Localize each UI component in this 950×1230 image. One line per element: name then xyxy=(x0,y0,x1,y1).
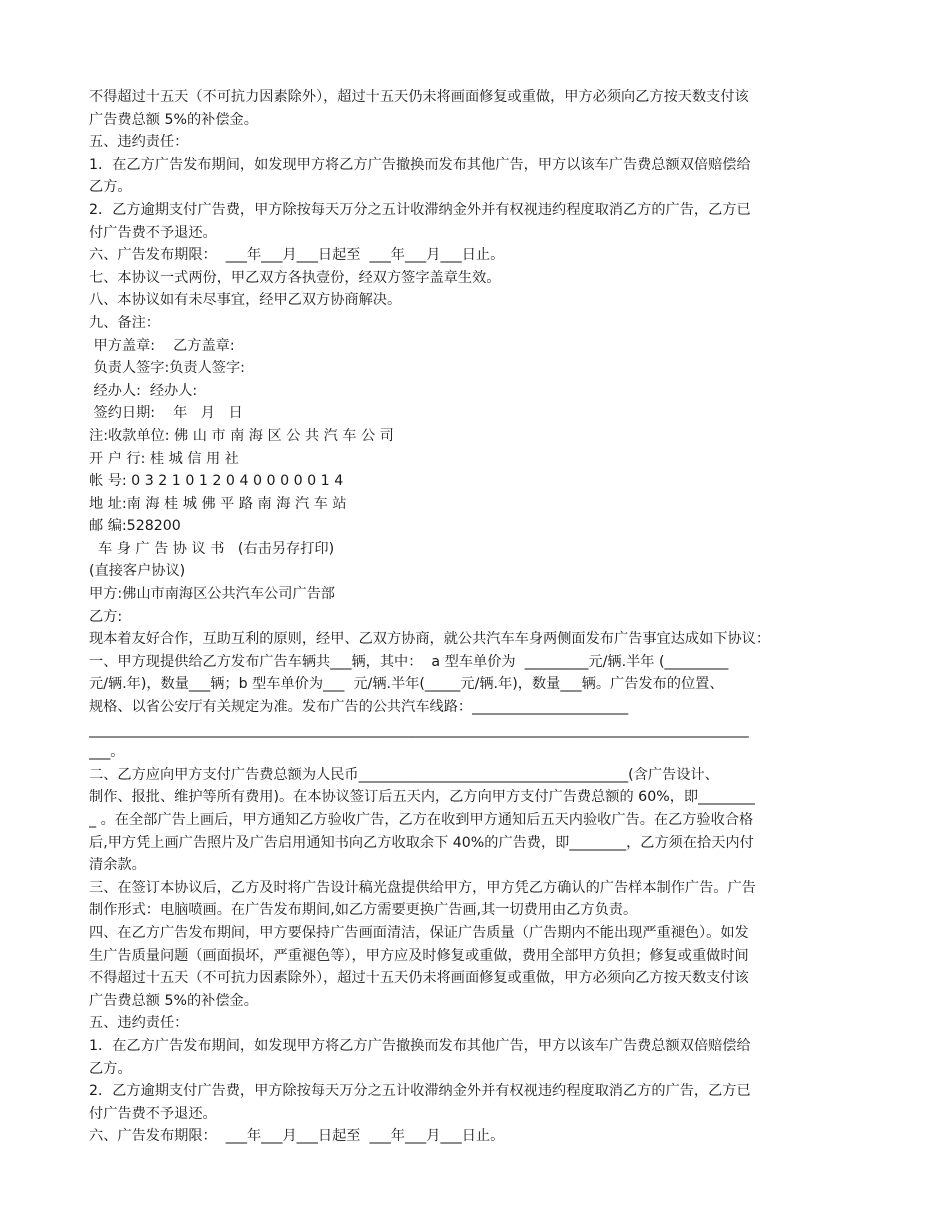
document-line: 制作、报批、维护等所有费用)。在本协议签订后五天内，乙方向甲方支付广告费总额的 60%，即________ xyxy=(89,789,755,806)
document-line: _____________________________________________________________________________________________ xyxy=(89,721,749,738)
document-line: 三、在签订本协议后，乙方及时将广告设计稿光盘提供给甲方，甲方凭乙方确认的广告样本制作广告。广告 xyxy=(89,879,756,896)
document-line: 地 址:南 海 桂 城 佛 平 路 南 海 汽 车 站 xyxy=(89,495,347,512)
document-line: 1．在乙方广告发布期间，如发现甲方将乙方广告撤换而发布其他广告，甲方以该车广告费总额双倍赔偿给 xyxy=(89,1037,751,1054)
document-line: 规格、以省公安厅有关规定为准。发布广告的公共汽车线路：______________________ xyxy=(89,699,629,716)
document-line: 六、广告发布期限： ___年___月___日起至 ___年___月___日止。 xyxy=(89,247,505,264)
document-line: 车 身 广 告 协 议 书 (右击另存打印) xyxy=(89,540,335,557)
document-line: _ 。在全部广告上画后，甲方通知乙方验收广告，乙方在收到甲方通知后五天内验收广告。在乙方验收合格 xyxy=(89,812,754,828)
document-line: 现本着友好合作，互助互利的原则，经甲、乙双方协商，就公共汽车车身两侧面发布广告事宜达成如下协议： xyxy=(89,631,771,648)
document-line: 帐 号: 0 3 2 1 0 1 2 0 4 0 0 0 0 0 1 4 xyxy=(89,473,344,490)
document-line: 1．在乙方广告发布期间，如发现甲方将乙方广告撤换而发布其他广告，甲方以该车广告费总额双倍赔偿给 xyxy=(89,156,751,173)
document-line: 九、备注： xyxy=(89,314,160,331)
document-line: 一、甲方现提供给乙方发布广告车辆共___辆，其中： a 型车单价为 _________元/辆.半年 (_________ xyxy=(89,653,729,670)
document-line: 不得超过十五天（不可抗力因素除外），超过十五天仍未将画面修复或重做，甲方必须向乙方按天数支付该 xyxy=(89,89,749,105)
document-line: 开 户 行: 桂 城 信 用 社 xyxy=(89,450,239,467)
document-line: 经办人: 经办人: xyxy=(89,382,198,399)
document-line: 五、违约责任： xyxy=(89,1015,189,1032)
document-line: 签约日期: 年 月 日 xyxy=(89,405,243,422)
document-line: 清余款。 xyxy=(89,857,146,874)
document-line: 乙方。 xyxy=(89,1060,132,1077)
document-line: (直接客户协议) xyxy=(89,563,186,580)
document-line: 甲方:佛山市南海区公共汽车公司广告部 xyxy=(89,586,335,603)
document-line: 五、违约责任： xyxy=(89,134,189,151)
document-body xyxy=(89,86,869,1148)
document-line: 乙方。 xyxy=(89,179,132,196)
document-line: 制作形式：电脑喷画。在广告发布期间,如乙方需要更换广告画,其一切费用由乙方负责。 xyxy=(89,902,638,919)
document-line: 生广告质量问题（画面损坏，严重褪色等），甲方应及时修复或重做，费用全部甲方负担；修复或重做时间 xyxy=(89,947,749,964)
document-line: 付广告费不予退还。 xyxy=(89,224,217,241)
document-line: 广告费总额 5%的补偿金。 xyxy=(89,111,258,128)
document-line: 负责人签字:负责人签字: xyxy=(89,360,245,377)
document-line: 2．乙方逾期支付广告费，甲方除按每天万分之五计收滞纳金外并有权视违约程度取消乙方的广告，乙方已 xyxy=(89,1083,751,1100)
document-line: 二、乙方应向甲方支付广告费总额为人民币______________________________________(含广告设计、 xyxy=(89,766,719,783)
document-line: 七、本协议一式两份，甲乙双方各执壹份，经双方签字盖章生效。 xyxy=(89,269,501,286)
document-line: 后,甲方凭上画广告照片及广告启用通知书向乙方收取余下 40%的广告费，即________，乙方须在拾天内付 xyxy=(89,834,754,851)
document-line: 甲方盖章: 乙方盖章: xyxy=(89,337,235,354)
document-line: ___。 xyxy=(89,744,125,761)
document-line: 八、本协议如有未尽事宜，经甲乙双方协商解决。 xyxy=(89,292,402,309)
document-line: 乙方: xyxy=(89,608,123,625)
document-line: 不得超过十五天（不可抗力因素除外），超过十五天仍未将画面修复或重做，甲方必须向乙方按天数支付该 xyxy=(89,970,749,987)
document-line: 广告费总额 5%的补偿金。 xyxy=(89,992,258,1009)
document-line: 注:收款单位: 佛 山 市 南 海 区 公 共 汽 车 公 司 xyxy=(89,427,394,444)
document-line: 付广告费不予退还。 xyxy=(89,1105,217,1122)
document-line: 2．乙方逾期支付广告费，甲方除按每天万分之五计收滞纳金外并有权视违约程度取消乙方的广告，乙方已 xyxy=(89,201,751,218)
document-line: 六、广告发布期限： ___年___月___日起至 ___年___月___日止。 xyxy=(89,1128,505,1145)
document-line: 元/辆.年)，数量___辆；b 型车单价为___ 元/辆.半年(_____元/辆.年)，数量___辆。广告发布的位置、 xyxy=(89,676,724,693)
document-line: 邮 编:528200 xyxy=(89,518,181,535)
document-line: 四、在乙方广告发布期间，甲方要保持广告画面清洁，保证广告质量（广告期内不能出现严重褪色）。如发 xyxy=(89,924,749,941)
